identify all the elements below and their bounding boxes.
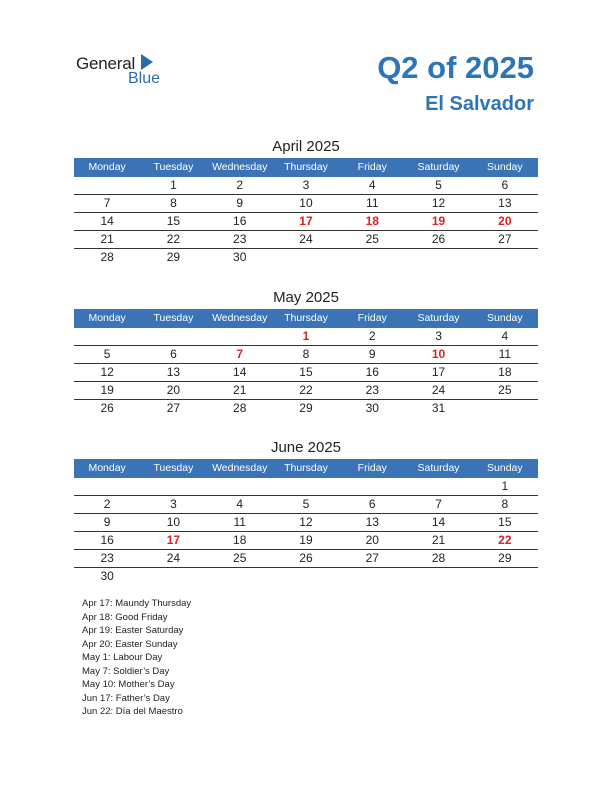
day-cell: 2 xyxy=(236,178,244,192)
day-cell: 1 xyxy=(170,178,177,192)
week-row xyxy=(74,195,538,213)
weekday-label: Wednesday xyxy=(212,462,268,474)
day-cell: 9 xyxy=(103,515,111,529)
day-cell xyxy=(74,177,140,194)
weekday-label: Sunday xyxy=(487,312,523,324)
day-cell: 31 xyxy=(431,401,446,415)
holiday-item: Apr 20: Easter Sunday xyxy=(82,638,178,650)
logo-general-text: General xyxy=(76,54,136,73)
day-cell: 23 xyxy=(365,383,379,397)
day-cell xyxy=(273,249,339,266)
country-title: El Salvador xyxy=(425,93,534,115)
day-cell xyxy=(339,478,405,495)
day-cell: 27 xyxy=(166,401,181,415)
week-row xyxy=(74,364,538,382)
month-calendar xyxy=(74,287,538,417)
day-cell: 2 xyxy=(368,329,376,343)
holiday-day-cell: 7 xyxy=(236,347,244,361)
week-row xyxy=(74,213,538,231)
holiday-day-cell: 17 xyxy=(299,214,313,228)
day-cell: 18 xyxy=(498,365,512,379)
week-row xyxy=(74,550,538,568)
day-cell xyxy=(339,568,405,585)
weekday-label: Tuesday xyxy=(153,161,194,173)
day-cell: 14 xyxy=(100,214,114,228)
day-cell: 10 xyxy=(166,515,181,529)
day-cell: 20 xyxy=(365,533,379,547)
day-cell: 13 xyxy=(365,515,379,529)
day-cell: 13 xyxy=(166,365,181,379)
holiday-day-cell: 17 xyxy=(166,533,181,547)
weekday-label: Friday xyxy=(357,161,387,173)
weekday-label: Wednesday xyxy=(212,312,268,324)
week-row xyxy=(74,568,538,585)
weekday-label: Monday xyxy=(88,312,126,324)
day-cell: 19 xyxy=(100,383,114,397)
weekday-label: Sunday xyxy=(487,161,523,173)
day-cell: 18 xyxy=(233,533,247,547)
day-cell: 2 xyxy=(103,497,111,511)
day-cell: 27 xyxy=(498,232,512,246)
day-cell: 5 xyxy=(435,178,442,192)
day-cell: 15 xyxy=(166,214,181,228)
week-row xyxy=(74,532,538,550)
holiday-day-cell: 22 xyxy=(498,533,512,547)
day-cell xyxy=(74,328,140,345)
day-cell: 7 xyxy=(103,196,111,210)
holiday-item: Jun 17: Father’s Day xyxy=(82,692,170,704)
day-cell xyxy=(472,568,538,585)
day-cell: 8 xyxy=(170,196,177,210)
day-cell xyxy=(339,249,405,266)
month-calendar xyxy=(74,437,538,585)
day-cell: 21 xyxy=(431,533,446,547)
day-cell xyxy=(273,478,339,495)
holiday-day-cell: 20 xyxy=(498,214,512,228)
weekday-header xyxy=(74,158,538,177)
holiday-item: Apr 19: Easter Saturday xyxy=(82,625,184,636)
logo-blue-text: Blue xyxy=(128,70,161,87)
day-cell: 14 xyxy=(233,365,247,379)
day-cell: 4 xyxy=(368,178,376,192)
holiday-item: May 7: Soldier’s Day xyxy=(82,665,170,677)
day-cell: 25 xyxy=(365,232,379,246)
day-cell xyxy=(405,568,471,585)
day-cell: 14 xyxy=(431,515,446,529)
day-cell: 16 xyxy=(365,365,379,379)
weekday-label: Friday xyxy=(357,312,387,324)
day-cell: 30 xyxy=(365,401,379,415)
day-cell: 4 xyxy=(236,497,244,511)
week-row xyxy=(74,382,538,400)
holiday-item: Apr 17: Maundy Thursday xyxy=(82,598,192,609)
week-row xyxy=(74,231,538,249)
day-cell: 8 xyxy=(501,497,509,511)
day-cell: 8 xyxy=(302,347,310,361)
day-cell: 15 xyxy=(299,365,313,379)
day-cell: 23 xyxy=(100,551,114,565)
day-cell: 28 xyxy=(431,551,446,565)
day-cell: 12 xyxy=(431,196,446,210)
logo-flag-icon xyxy=(141,54,153,70)
weekday-label: Thursday xyxy=(284,462,328,474)
week-row xyxy=(74,514,538,532)
weekday-label: Thursday xyxy=(284,161,328,173)
weekday-label: Sunday xyxy=(487,462,523,474)
day-cell: 29 xyxy=(498,551,512,565)
day-cell: 22 xyxy=(166,232,181,246)
day-cell: 9 xyxy=(236,196,244,210)
day-cell xyxy=(472,249,538,266)
weekday-label: Friday xyxy=(357,462,387,474)
day-cell: 17 xyxy=(431,365,446,379)
month-title: May 2025 xyxy=(273,289,339,306)
day-cell xyxy=(140,328,206,345)
day-cell: 25 xyxy=(233,551,247,565)
day-cell: 6 xyxy=(501,178,509,192)
day-cell: 11 xyxy=(498,347,512,361)
day-cell: 16 xyxy=(100,533,114,547)
day-cell: 29 xyxy=(299,401,313,415)
day-cell: 28 xyxy=(233,401,247,415)
holiday-day-cell: 19 xyxy=(431,214,446,228)
day-cell xyxy=(405,249,471,266)
day-cell xyxy=(207,478,273,495)
holiday-day-cell: 18 xyxy=(365,214,379,228)
week-row xyxy=(74,478,538,496)
weekday-label: Tuesday xyxy=(153,312,194,324)
day-cell: 15 xyxy=(498,515,512,529)
weekday-label: Saturday xyxy=(417,312,460,324)
day-cell: 19 xyxy=(299,533,313,547)
weekday-label: Thursday xyxy=(284,312,328,324)
day-cell: 13 xyxy=(498,196,512,210)
week-row xyxy=(74,400,538,417)
day-cell: 21 xyxy=(100,232,114,246)
day-cell: 11 xyxy=(366,196,379,210)
day-cell: 3 xyxy=(435,329,442,343)
day-cell: 23 xyxy=(233,232,247,246)
month-title: April 2025 xyxy=(272,138,340,155)
day-cell: 22 xyxy=(299,383,313,397)
day-cell: 27 xyxy=(365,551,379,565)
weekday-label: Saturday xyxy=(417,161,460,173)
holiday-day-cell: 10 xyxy=(431,347,446,361)
day-cell: 9 xyxy=(368,347,376,361)
day-cell: 20 xyxy=(166,383,181,397)
day-cell: 3 xyxy=(302,178,310,192)
day-cell xyxy=(140,568,206,585)
day-cell: 30 xyxy=(100,569,114,583)
week-row xyxy=(74,177,538,195)
day-cell: 12 xyxy=(100,365,114,379)
day-cell: 6 xyxy=(170,347,177,361)
day-cell: 6 xyxy=(368,497,376,511)
month-title: June 2025 xyxy=(270,439,342,456)
holiday-item: May 1: Labour Day xyxy=(82,652,163,663)
weekday-header xyxy=(74,459,538,478)
weekday-label: Wednesday xyxy=(212,161,268,173)
day-cell: 28 xyxy=(100,250,114,264)
day-cell: 16 xyxy=(233,214,247,228)
quarter-title: Q2 of 2025 xyxy=(377,50,534,85)
day-cell: 11 xyxy=(233,515,246,529)
day-cell: 1 xyxy=(501,479,509,493)
day-cell: 4 xyxy=(501,329,509,343)
day-cell: 30 xyxy=(233,250,247,264)
day-cell xyxy=(207,328,273,345)
weekday-label: Monday xyxy=(88,462,126,474)
holiday-item: May 10: Mother’s Day xyxy=(82,679,175,690)
day-cell: 5 xyxy=(103,347,111,361)
holiday-item: Apr 18: Good Friday xyxy=(82,611,168,623)
day-cell: 24 xyxy=(431,383,446,397)
week-row xyxy=(74,346,538,364)
weekday-label: Monday xyxy=(88,161,126,173)
weekday-label: Saturday xyxy=(417,462,460,474)
day-cell: 25 xyxy=(498,383,512,397)
holiday-day-cell: 1 xyxy=(302,329,310,343)
day-cell xyxy=(405,478,471,495)
day-cell: 26 xyxy=(100,401,114,415)
day-cell: 29 xyxy=(166,250,181,264)
day-cell: 12 xyxy=(299,515,313,529)
weekday-header xyxy=(74,309,538,328)
weekday-label: Tuesday xyxy=(153,462,194,474)
day-cell: 26 xyxy=(431,232,446,246)
day-cell: 7 xyxy=(435,497,442,511)
day-cell: 5 xyxy=(302,497,310,511)
day-cell xyxy=(74,478,140,495)
day-cell xyxy=(207,568,273,585)
day-cell: 26 xyxy=(299,551,313,565)
day-cell: 24 xyxy=(299,232,313,246)
day-cell: 24 xyxy=(166,551,181,565)
week-row xyxy=(74,249,538,266)
day-cell: 3 xyxy=(170,497,177,511)
week-row xyxy=(74,496,538,514)
day-cell xyxy=(273,568,339,585)
day-cell: 21 xyxy=(233,383,247,397)
day-cell xyxy=(472,400,538,417)
holiday-item: Jun 22: Día del Maestro xyxy=(82,706,183,717)
logo xyxy=(76,52,176,92)
day-cell xyxy=(140,478,206,495)
week-row xyxy=(74,328,538,346)
holiday-list xyxy=(82,597,191,719)
day-cell: 10 xyxy=(299,196,313,210)
month-calendar xyxy=(74,136,538,266)
